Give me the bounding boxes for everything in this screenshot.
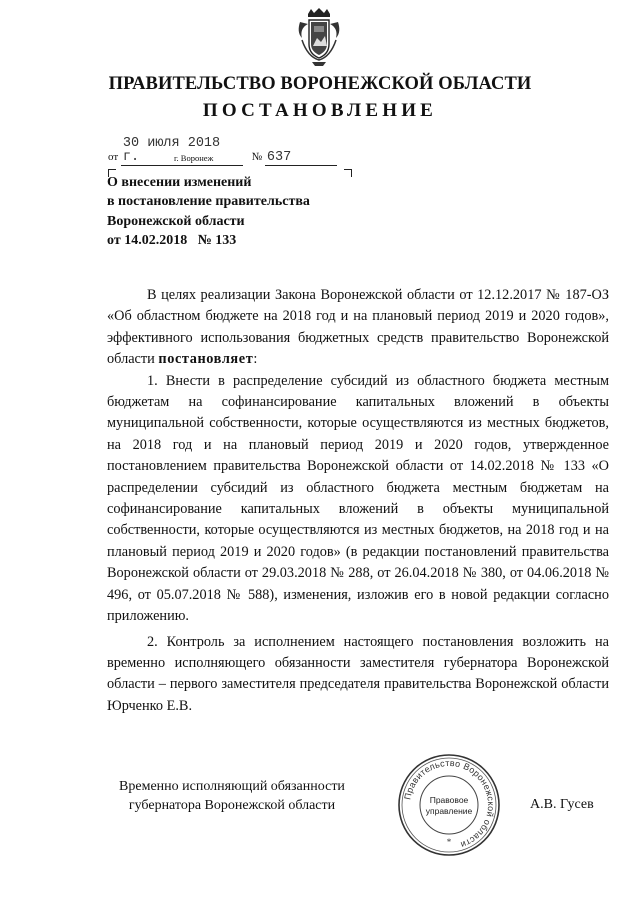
signatory-name: А.В. Гусев [530, 797, 594, 812]
legal-department-stamp [396, 752, 502, 858]
number-prefix: № [251, 151, 263, 163]
star-icon: * [446, 837, 452, 847]
document-number: 637 [265, 151, 337, 166]
preamble-end: : [253, 351, 258, 368]
stamp-center-line: Правовое [429, 795, 469, 805]
preamble-paragraph [107, 285, 609, 371]
document-date: 30 июля 2018 г. [121, 137, 243, 166]
signatory-position [107, 778, 357, 815]
clause-1-paragraph: 1. Внести в распределение субсидий из областного бюджета местным бюджетам на софинансирование капитальных вложений в объекты муниципальной собственности, которые осуществляются из местных бюджетов, на 2018 год и на плановый период 2019 и 2020 годов, утвержденное постановлением правительства Воронежской области от 14.02.2018 № 133 «О распределении субсидий из областного бюджета местным бюджетам на софинансирование капитальных вложений в объекты муниципальной собственности, которые осуществляются из местных бюджетов, на 2018 год и на плановый период 2019 и 2020 годов» (в редакции постановлений правительства Воронежской области от 29.03.2018 № 288, от 26.04.2018 № 380, от 04.06.2018 № 496, от 05.07.2018 № 588), изменения, изложив его в новой редакции согласно приложению. [107, 372, 609, 625]
subject-corner-right [344, 169, 352, 177]
stamp-ring-text: Правительство Воронежской области [402, 757, 497, 851]
document-type-title: ПОСТАНОВЛЕНИЕ [202, 100, 438, 121]
date-prefix: от [108, 151, 119, 163]
organization-name: ПРАВИТЕЛЬСТВО ВОРОНЕЖСКОЙ ОБЛАСТИ [108, 74, 532, 94]
preamble-text: В целях реализации Закона Воронежской области от 12.12.2017 № 187-ОЗ «Об областном бюджете на 2018 год и на плановый период 2019 и 2020 годов», эффективного использования бюджетных средств правительство Воронежской области [107, 287, 609, 368]
position-line: Временно исполняющий обязанности [119, 779, 345, 794]
subject-line: от 14.02.2018 № 133 [107, 232, 237, 248]
date-number-line [108, 137, 337, 166]
subject-line: в постановление правительства [107, 194, 310, 210]
stamp-center-line: управление [425, 806, 473, 816]
subject-line: Воронежской области [107, 213, 245, 229]
city-label: г. Воронеж [174, 153, 214, 163]
document-body [107, 285, 609, 717]
subject-line: О внесении изменений [107, 175, 252, 190]
document-subject [107, 173, 310, 250]
resolves-word: постановляет [158, 351, 254, 368]
coat-of-arms-emblem [296, 8, 342, 68]
position-line: губернатора Воронежской области [128, 797, 336, 813]
clause-2-paragraph: 2. Контроль за исполнением настоящего постановления возложить на временно исполняющего обязанности заместителя губернатора Воронежской области – первого заместителя председателя правительства Воронежской области Юрченко Е.В. [107, 633, 609, 714]
